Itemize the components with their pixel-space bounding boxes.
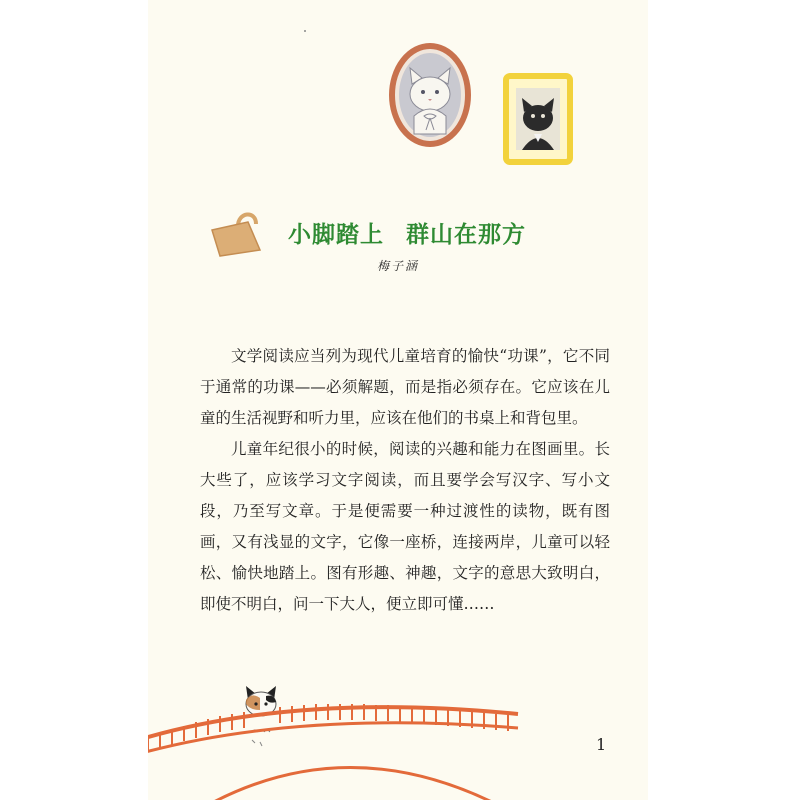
- author-name: 梅子涵: [376, 259, 419, 273]
- page-number: 1: [596, 735, 607, 754]
- chapter-title: [288, 216, 526, 249]
- bag-icon: [204, 206, 266, 258]
- paper-speck: [304, 30, 306, 32]
- chapter-title-row: [200, 206, 640, 260]
- body-text: [200, 341, 610, 620]
- title-part-2: 群山在那方: [406, 222, 526, 248]
- title-part-1: 小脚踏上: [288, 222, 384, 248]
- bridge-with-cat-illustration: [148, 670, 648, 800]
- paragraph: 儿童年纪很小的时候，阅读的兴趣和能力在图画里。长大些了，应该学习文字阅读，而且要学会写汉字、写小文段，乃至写文章。于是便需要一种过渡性的读物，既有图画，又有浅显的文字，它像一座桥，连接两岸，儿童可以轻松、愉快地踏上。图有形趣、神趣，文字的意思大致明白，即使不明白，问一下大人，便立即可懂……: [200, 440, 610, 613]
- paragraph: 文学阅读应当列为现代儿童培育的愉快“功课”，它不同于通常的功课——必须解题，而是指必须存在。它应该在儿童的生活视野和听力里，应该在他们的书桌上和背包里。: [200, 347, 610, 427]
- black-cat-portrait-icon: [502, 70, 574, 168]
- white-cat-portrait-icon: [388, 42, 472, 148]
- book-page: [148, 0, 648, 800]
